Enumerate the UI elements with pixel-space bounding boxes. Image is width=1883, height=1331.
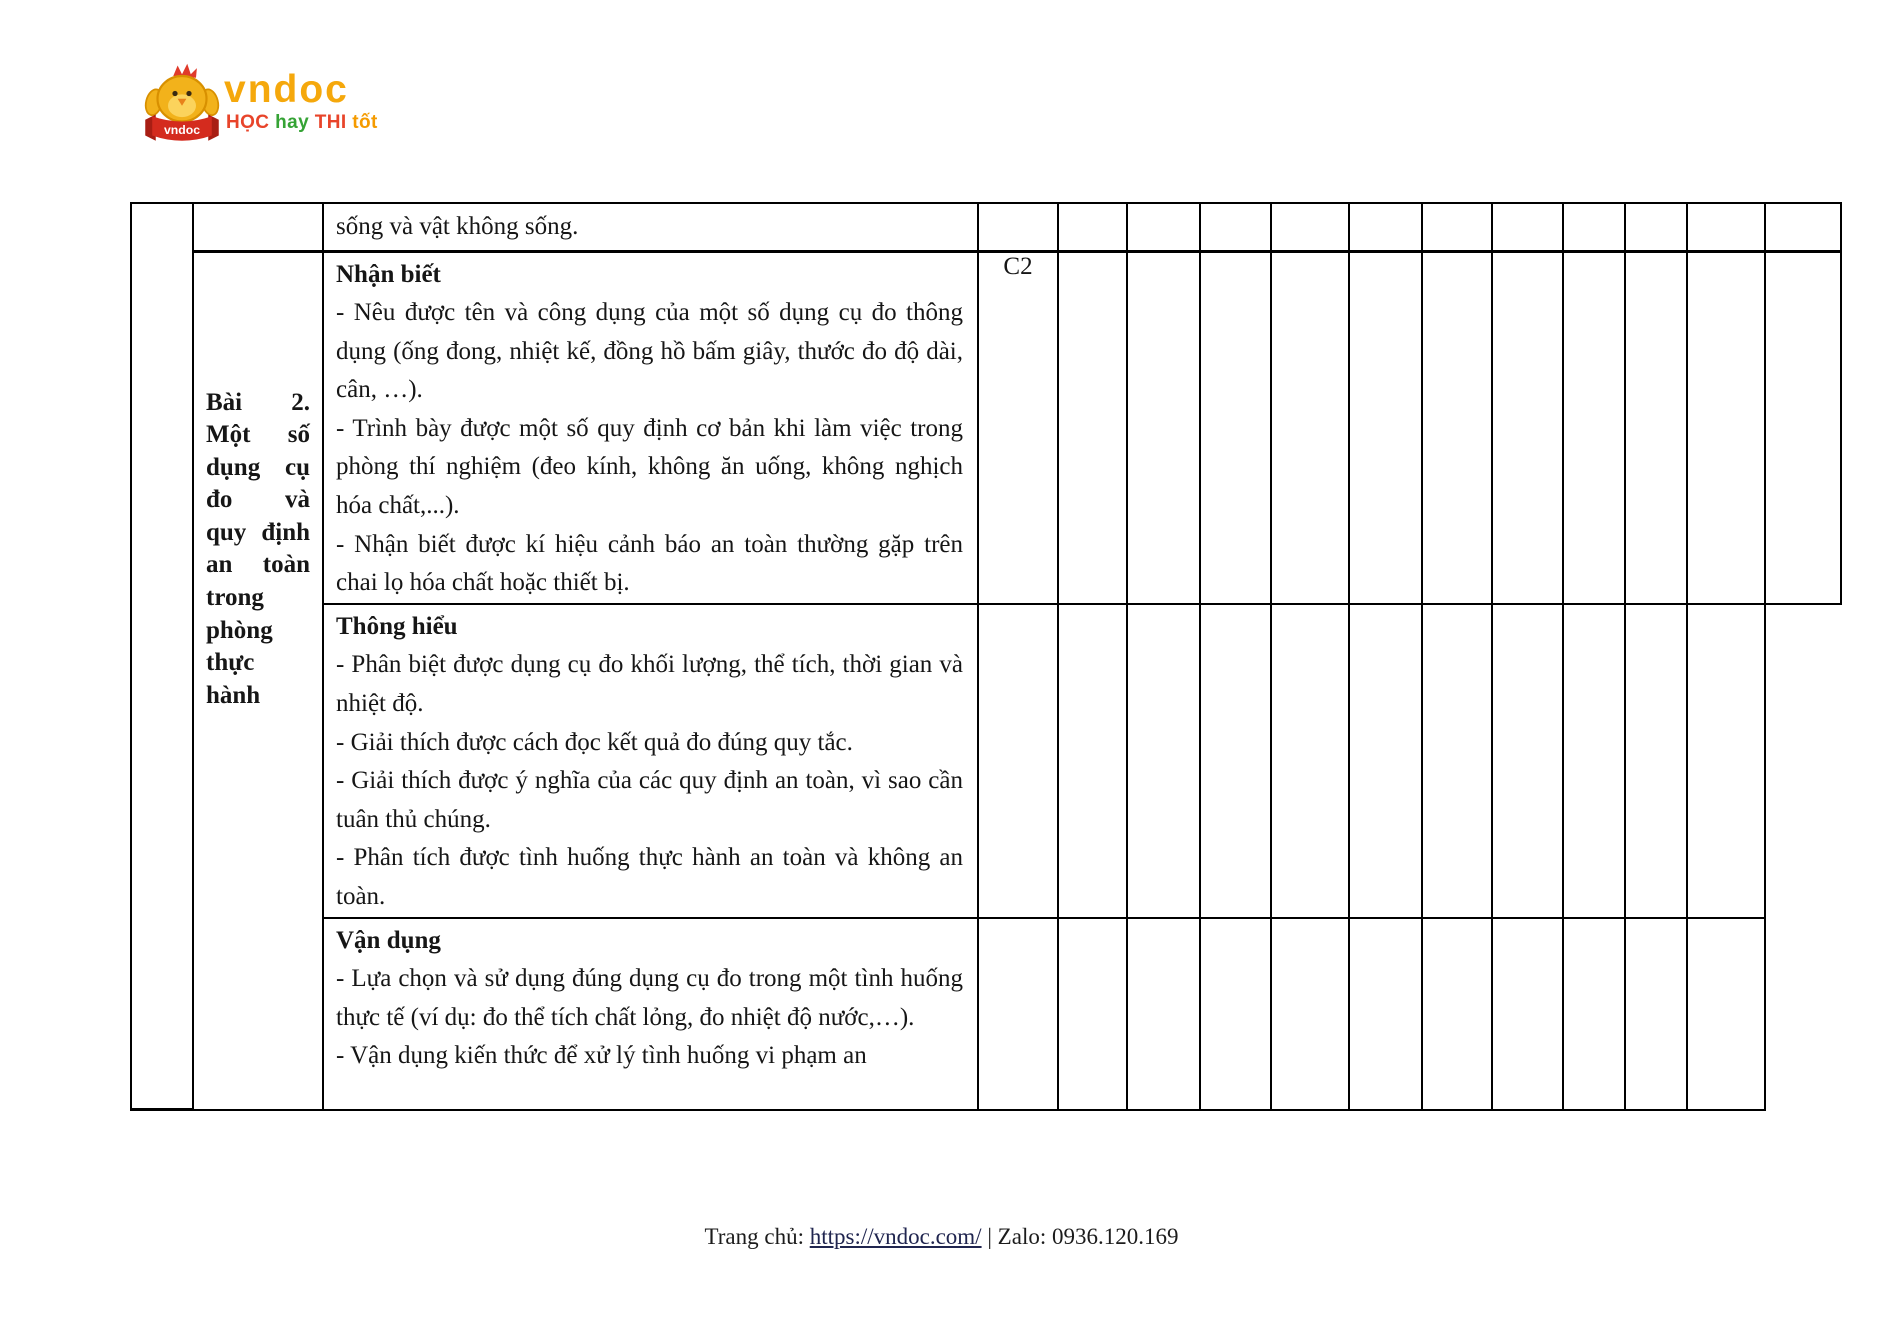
empty-grid-cell <box>1127 918 1200 1110</box>
empty-grid-cell <box>1200 251 1271 604</box>
banner-text: vndoc <box>163 122 201 137</box>
tagline-word-hay: hay <box>275 112 310 133</box>
empty-grid-cell <box>1492 251 1563 604</box>
empty-grid-cell <box>1563 604 1625 918</box>
index-column-cell <box>131 203 193 1110</box>
unit-title: Bài 2. Một số dụng cụ đo và quy định an toàn trong phòng thực hành <box>206 388 310 709</box>
section-item: - Phân tích được tình huống thực hành an toàn và không an toàn. <box>336 844 963 910</box>
unit-column-spacer-cell <box>193 203 323 251</box>
empty-grid-cell <box>1492 604 1563 918</box>
level-thong-hieu-cell <box>323 604 978 918</box>
empty-grid-cell <box>1563 918 1625 1110</box>
empty-grid-cell <box>1687 604 1765 918</box>
empty-grid-cell <box>1200 918 1271 1110</box>
empty-grid-cell <box>1271 604 1349 918</box>
footer-suffix: | Zalo: 0936.120.169 <box>981 1224 1179 1249</box>
section-item: - Vận dụng kiến thức để xử lý tình huống vi phạm an <box>336 1042 867 1070</box>
empty-grid-cell <box>1058 918 1127 1110</box>
empty-grid-cell <box>978 918 1058 1110</box>
empty-grid-cell <box>1200 604 1271 918</box>
empty-grid-cell <box>1058 251 1127 604</box>
empty-grid-cell <box>978 203 1058 251</box>
section-item: - Nhận biết được kí hiệu cảnh báo an toàn thường gặp trên chai lọ hóa chất hoặc thiết bị. <box>336 530 963 597</box>
empty-grid-cell <box>978 604 1058 918</box>
empty-grid-cell <box>1625 203 1687 251</box>
homepage-link[interactable]: https://vndoc.com/ <box>809 1224 982 1249</box>
empty-grid-cell <box>1349 203 1422 251</box>
empty-grid-cell <box>1271 918 1349 1110</box>
empty-grid-cell <box>1563 251 1625 604</box>
carryover-text-cell <box>323 203 978 251</box>
section-item: - Giải thích được ý nghĩa của các quy định an toàn, vì sao cần tuân thủ chúng. <box>336 767 963 833</box>
tagline-word-hoc: HỌC <box>226 112 270 133</box>
unit-title-cell <box>193 251 323 1110</box>
empty-grid-cell <box>1492 203 1563 251</box>
section-heading: Vận dụng <box>336 926 441 954</box>
vndoc-logo <box>138 60 398 155</box>
brand-tagline <box>226 112 378 134</box>
empty-grid-cell <box>1058 604 1127 918</box>
section-item: - Lựa chọn và sử dụng đúng dụng cụ đo trong một tình huống thực tế (ví dụ: đo thể tích chất lỏng, đo nhiệt độ nước,…). <box>336 965 963 1031</box>
spec-matrix-table <box>130 202 1842 1111</box>
empty-grid-cell <box>1058 203 1127 251</box>
tagline-word-thi: THI <box>314 112 347 133</box>
chicken-mascot-icon <box>138 62 226 146</box>
empty-grid-cell <box>1625 918 1687 1110</box>
empty-grid-cell <box>1492 918 1563 1110</box>
empty-grid-cell <box>1127 203 1200 251</box>
empty-grid-cell <box>1271 251 1349 604</box>
level-van-dung-cell <box>323 918 978 1110</box>
section-item: - Trình bày được một số quy định cơ bản khi làm việc trong phòng thí nghiệm (đeo kính, không ăn uống, không nghịch hóa chất,...). <box>336 414 963 520</box>
question-ref-cell <box>978 251 1058 604</box>
section-heading: Thông hiểu <box>336 612 458 640</box>
empty-grid-cell <box>1422 604 1492 918</box>
level-nhan-biet-cell <box>323 251 978 604</box>
section-item: - Phân biệt được dụng cụ đo khối lượng, thể tích, thời gian và nhiệt độ. <box>336 651 963 718</box>
empty-grid-cell <box>1422 203 1492 251</box>
section-item: - Nêu được tên và công dụng của một số dụng cụ đo thông dụng (ống đong, nhiệt kế, đồng hồ bấm giây, thước đo độ dài, cân, …). <box>336 299 963 404</box>
tagline-word-tot: tốt <box>352 112 378 133</box>
empty-grid-cell <box>1349 604 1422 918</box>
empty-grid-cell <box>1271 203 1349 251</box>
brand-wordmark: vndoc <box>224 68 349 111</box>
empty-grid-cell <box>1625 251 1687 604</box>
empty-grid-cell <box>1687 251 1765 604</box>
empty-grid-cell <box>1127 604 1200 918</box>
empty-grid-cell <box>1127 251 1200 604</box>
carryover-text: sống và vật không sống. <box>336 213 579 240</box>
footer-prefix: Trang chủ: <box>704 1224 810 1249</box>
empty-grid-cell <box>1422 918 1492 1110</box>
empty-grid-cell <box>1625 604 1687 918</box>
question-ref: C2 <box>1003 252 1033 280</box>
page-footer <box>0 1224 1883 1250</box>
empty-grid-cell <box>1765 203 1841 251</box>
section-heading: Nhận biết <box>336 260 441 288</box>
empty-grid-cell <box>1765 251 1841 604</box>
section-item: - Giải thích được cách đọc kết quả đo đúng quy tắc. <box>336 728 853 756</box>
empty-grid-cell <box>1422 251 1492 604</box>
empty-grid-cell <box>1200 203 1271 251</box>
empty-grid-cell <box>1563 203 1625 251</box>
empty-grid-cell <box>1349 918 1422 1110</box>
empty-grid-cell <box>1349 251 1422 604</box>
empty-grid-cell <box>1687 203 1765 251</box>
empty-grid-cell <box>1687 918 1765 1110</box>
